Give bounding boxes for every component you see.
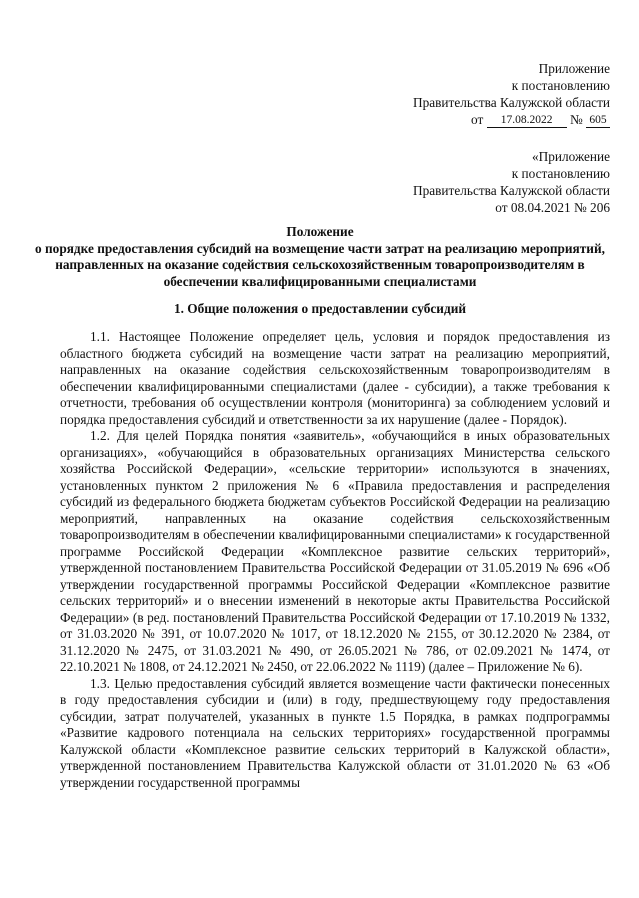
decree-date: 17.08.2022: [487, 114, 567, 128]
header-line: Правительства Калужской области: [413, 95, 610, 110]
header-line: «Приложение: [531, 149, 610, 164]
decree-number: 605: [586, 114, 610, 128]
header-line: Приложение: [538, 61, 610, 76]
document-title: [30, 224, 610, 290]
document-body: [60, 326, 610, 791]
title-word: Положение: [286, 224, 354, 239]
paragraph: 1.3. Целью предоставления субсидий является возмещение части фактически понесенных в году предоставления субсидии и (или) в году, предшествующему году предоставления субсидии, затрат получателей, указанных в пункте 1.5 Порядка, в рамках подпрограммы «Развитие кадрового потенциала на сельских территориях» государственной программы Калужской области «Комплексное развитие сельских территорий в Калужской области», утвержденной постановлением Правительства Калужской области от 31.01.2020 № 63 «Об утверждении государственной программы: [60, 675, 610, 790]
header-line: Правительства Калужской области: [413, 183, 610, 198]
header-line: от 08.04.2021 № 206: [495, 200, 610, 215]
from-label: от: [471, 112, 484, 127]
paragraph: 1.1. Настоящее Положение определяет цель, условия и порядок предоставления из областного бюджета субсидий на возмещение части затрат на реализацию мероприятий, направленных на оказание содействия сельскохозяйственным товаропроизводителям в обеспечении квалифицированными специалистами (далее - субсидии), а также требования к отчетности, требования об осуществлении контроля (мониторинга) за соблюдением условий и порядка предоставления субсидий и ответственности за их нарушение (далее - Порядок).: [60, 329, 610, 427]
header-line: к постановлению: [511, 78, 610, 93]
section-heading: 1. Общие положения о предоставлении субсидий: [173, 301, 467, 316]
paragraph: 1.2. Для целей Порядка понятия «заявитель», «обучающийся в иных образовательных организациях», «обучающийся в образовательных организациях Министерства сельского хозяйства Российской Федерации», «сельские территории» используются в значениях, установленных пунктом 2 приложения № 6 «Правила предоставления и распределения субсидий из федерального бюджета бюджетам субъектов Российской Федерации на реализацию мероприятий, направленных на оказание содействия сельскохозяйственным товаропроизводителям в обеспечении квалифицированными специалистами» к государственной программе Российской Федерации «Комплексное развитие сельских территорий», утвержденной постановлением Правительства Российской Федерации от 31.05.2019 № 696 «Об утверждении государственной программы Российской Федерации «Комплексное развитие сельских территорий» и о внесении изменений в некоторые акты Правительства Российской Федерации» (в ред. постановлений Правительства Российской Федерации от 17.10.2019 № 1332, от 31.03.2020 № 391, от 10.07.2020 № 1017, от 18.12.2020 № 2155, от 30.12.2020 № 2384, от 31.12.2020 № 2475, от 31.03.2021 № 490, от 26.05.2021 № 786, от 02.09.2021 № 1474, от 22.10.2021 № 1808, от 24.12.2021 № 2450, от 22.06.2022 № 1119) (далее – Приложение № 6).: [60, 428, 610, 674]
number-label: №: [569, 112, 583, 127]
original-approval-header: [413, 148, 610, 216]
header-date-line: [413, 111, 610, 129]
header-line: к постановлению: [511, 166, 610, 181]
approval-header: [413, 60, 610, 129]
title-text: о порядке предоставления субсидий на возмещение части затрат на реализацию мероприятий, направленных на оказание содействия сельскохозяйственным товаропроизводителям в обеспечении квалифицированными специалистами: [35, 240, 605, 289]
